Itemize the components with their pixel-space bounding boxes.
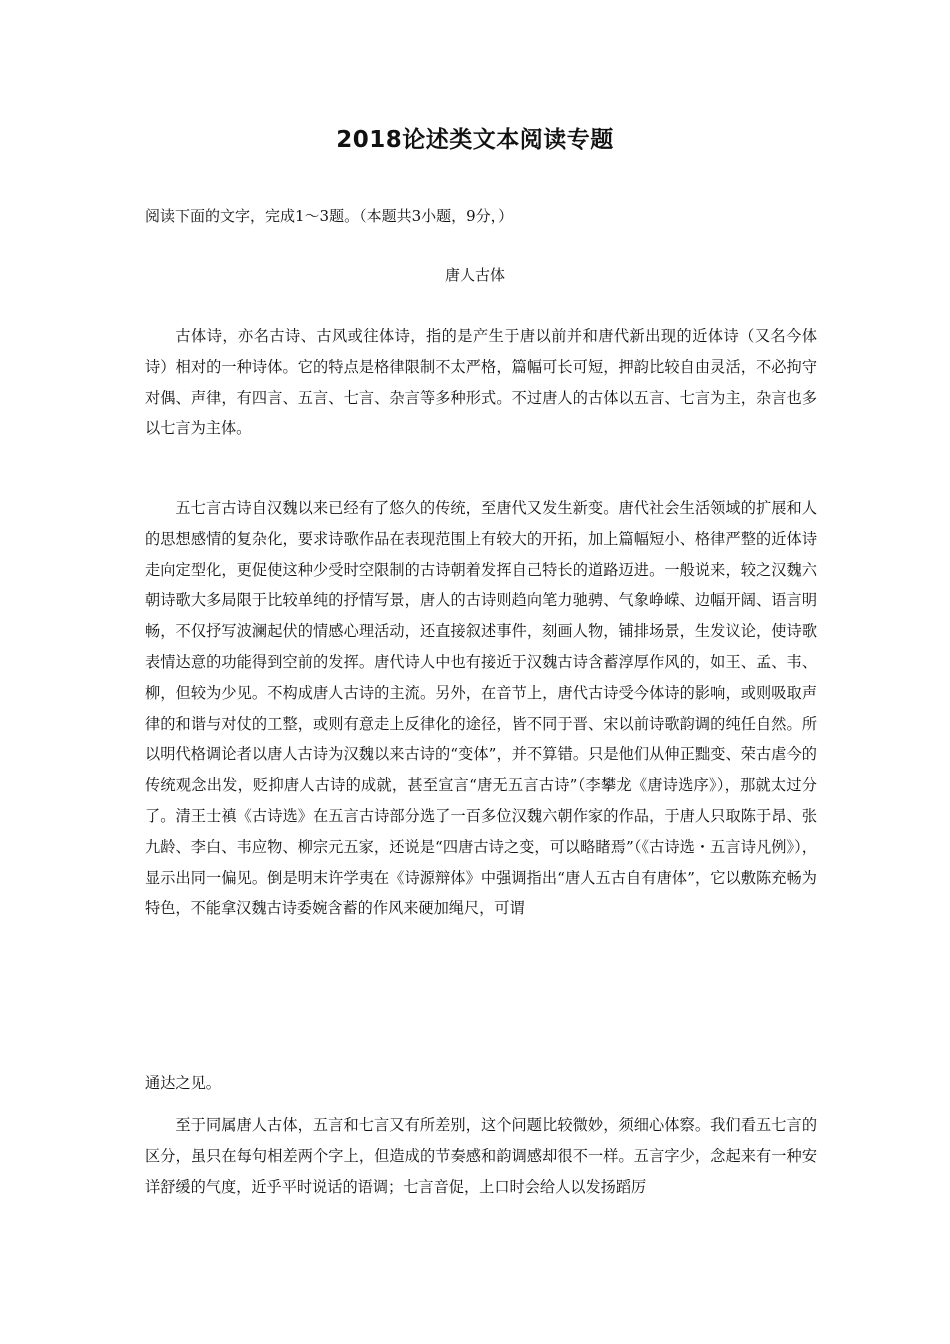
paragraph-3: 至于同属唐人古体，五言和七言又有所差别，这个问题比较微妙，须细心体察。我们看五七言的区分，虽只在每句相差两个字上，但造成的节奏感和韵调感却很不一样。五言字少，念起来有一种安详舒缓的气度，近乎平时说话的语调；七言音促，上口时会给人以发扬蹈厉 bbox=[145, 1116, 817, 1196]
instructions: 阅读下面的文字，完成1～3题。（本题共3小题，9分，） bbox=[145, 207, 514, 225]
article-title: 唐人古体 bbox=[444, 266, 505, 284]
paragraph-1: 古体诗，亦名古诗、古风或往体诗，指的是产生于唐以前并和唐代新出现的近体诗（又名今体诗）相对的一种诗体。它的特点是格律限制不太严格，篇幅可长可短，押韵比较自由灵活，不必拘守对偶、声律，有四言、五言、七言、杂言等多种形式。不过唐人的古体以五言、七言为主，杂言也多以七言为主体。 bbox=[145, 327, 817, 438]
paragraph-2: 五七言古诗自汉魏以来已经有了悠久的传统，至唐代又发生新变。唐代社会生活领域的扩展和人的思想感情的复杂化，要求诗歌作品在表现范围上有较大的开拓，加上篇幅短小、格律严整的近体诗走向定型化，更促使这种少受时空限制的古诗朝着发挥自己特长的道路迈进。一般说来，较之汉魏六朝诗歌大多局限于比较单纯的抒情写景，唐人的古诗则趋向笔力驰骋、气象峥嵘、边幅开阔、语言明畅，不仅抒写波澜起伏的情感心理活动，还直接叙述事件，刻画人物，铺排场景，生发议论，使诗歌表情达意的功能得到空前的发挥。唐代诗人中也有接近于汉魏古诗含蓄淳厚作风的，如王、孟、韦、柳，但较为少见。不构成唐人古诗的主流。另外，在音节上，唐代古诗受今体诗的影响，或则吸取声律的和谐与对仗的工整，或则有意走上反律化的途径，皆不同于晋、宋以前诗歌韵调的纯任自然。所以明代格调论者以唐人古诗为汉魏以来古诗的“变体”，并不算错。只是他们从伸正黜变、荣古虐今的传统观念出发，贬抑唐人古诗的成就，甚至宣言“唐无五言古诗”（李攀龙《唐诗选序》），那就太过分了。清王士禛《古诗选》在五言古诗部分选了一百多位汉魏六朝作家的作品，于唐人只取陈于昂、张九龄、李白、韦应物、柳宗元五家，还说是“四唐古诗之变，可以略睹焉”（《古诗选・五言诗凡例》），显示出同一偏见。倒是明末许学夷在《诗源辩体》中强调指出“唐人五古自有唐体”，它以敷陈充畅为特色，不能拿汉魏古诗委婉含蓄的作风来硬加绳尺，可谓 bbox=[145, 499, 817, 918]
document-title: 2018论述类文本阅读专题 bbox=[336, 127, 614, 153]
paragraph-2-tail: 通达之见。 bbox=[145, 1074, 221, 1092]
